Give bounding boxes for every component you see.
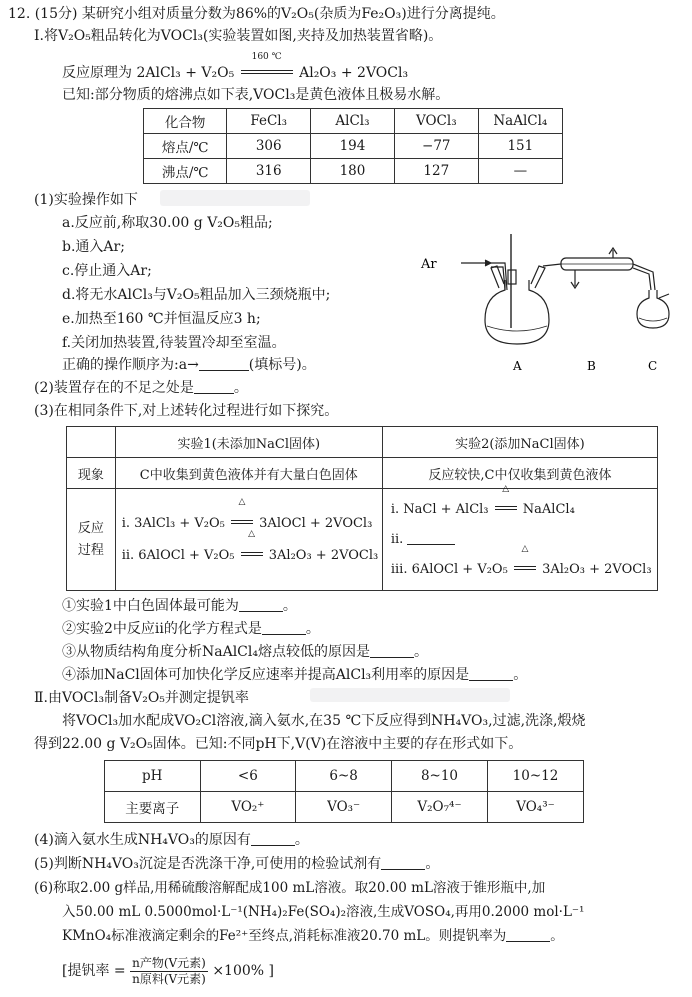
process-label-1: 反应 bbox=[77, 520, 104, 536]
q4 bbox=[34, 831, 309, 849]
q1-step-a: a.反应前,称取30.00 g V₂O₅粗品; bbox=[62, 215, 273, 231]
period: 。 bbox=[513, 667, 528, 683]
q3-sub-text: ④添加NaCl固体可加快化学反应速率并提高AlCl₃利用率的原因是 bbox=[62, 667, 470, 683]
heat-arrow bbox=[493, 483, 519, 525]
answer-blank[interactable] bbox=[262, 622, 306, 635]
eq-right: 3AlOCl + 2VOCl₃ bbox=[259, 515, 373, 531]
principle-condition: 160 ℃ bbox=[251, 52, 282, 62]
part2-para-2: 得到22.00 g V₂O₅固体。已知:不同pH下,V(Ⅴ)在溶液中主要的存在形式如下。 bbox=[34, 736, 523, 752]
q4-text: (4)滴入氨水生成NH₄VO₃的原因有 bbox=[34, 832, 251, 848]
q3-sub-text: ②实验2中反应ii的化学方程式是 bbox=[62, 621, 262, 637]
q1-title: (1)实验操作如下 bbox=[34, 192, 138, 208]
ion-row bbox=[105, 792, 584, 823]
eq-ii-label: ii. bbox=[390, 531, 404, 547]
mp-table-row bbox=[144, 134, 563, 159]
part2-title: Ⅱ.由VOCl₃制备V₂O₅并测定提钒率 bbox=[34, 690, 249, 706]
q6-line-3 bbox=[62, 927, 564, 945]
exp1-eq-ii bbox=[121, 528, 382, 572]
eq-right: NaAlCl₄ bbox=[522, 501, 575, 517]
question-number: 12. bbox=[8, 6, 31, 22]
delta-mark: △ bbox=[248, 528, 256, 539]
known-info: 已知:部分物质的熔沸点如下表,VOCl₃是黄色液体且极易水解。 bbox=[62, 87, 450, 103]
q3-sub-text: ③从物质结构角度分析NaAlCl₄熔点较低的原因是 bbox=[62, 644, 370, 660]
exp2-phenomenon: 反应较快,C中仅收集到黄色液体 bbox=[382, 458, 657, 489]
exp-phenomenon-row bbox=[67, 458, 658, 489]
ph-row bbox=[105, 761, 584, 792]
ion-cell: V₂O₇⁴⁻ bbox=[392, 792, 488, 823]
process-label-2: 过程 bbox=[77, 542, 104, 558]
vanadium-rate-formula bbox=[62, 955, 274, 987]
exp-header-row bbox=[67, 427, 658, 458]
mp-header-cell: 化合物 bbox=[144, 109, 227, 134]
mp-table-header bbox=[144, 109, 563, 134]
q1-order bbox=[62, 356, 316, 374]
delta-mark: △ bbox=[238, 496, 246, 507]
eq-left: i. 3AlCl₃ + V₂O₅ bbox=[121, 515, 225, 531]
ph-range: 10~12 bbox=[487, 761, 583, 792]
answer-blank[interactable] bbox=[506, 929, 550, 942]
ar-label: Ar bbox=[421, 257, 437, 272]
mp-header-cell: AlCl₃ bbox=[311, 109, 395, 134]
q1-step-f: f.关闭加热装置,待装置冷却至室温。 bbox=[62, 335, 286, 351]
q3-sub-2 bbox=[62, 620, 320, 638]
answer-blank[interactable] bbox=[381, 857, 425, 870]
condition-arrow bbox=[239, 52, 295, 82]
eq-right: 3Al₂O₃ + 2VOCl₃ bbox=[542, 561, 652, 577]
answer-blank[interactable] bbox=[469, 668, 513, 681]
ph-range: 8~10 bbox=[392, 761, 488, 792]
q6-line-2: 入50.00 mL 0.5000mol·L⁻¹(NH₄)₂Fe(SO₄)₂溶液,生成VOSO₄,再用0.2000 mol·L⁻¹ bbox=[62, 904, 585, 920]
q6-line-1: (6)称取2.00 g样品,用稀硫酸溶解配成100 mL溶液。取20.00 mL溶液于锥形瓶中,加 bbox=[34, 880, 546, 896]
period: 。 bbox=[282, 598, 297, 614]
exp2-eq-i bbox=[390, 483, 657, 525]
delta-mark: △ bbox=[502, 483, 510, 494]
answer-blank[interactable] bbox=[407, 532, 455, 545]
exp2-eq-iii bbox=[390, 543, 657, 585]
reaction-principle bbox=[62, 52, 409, 82]
answer-blank[interactable] bbox=[194, 381, 234, 394]
eq-left: ii. 6AlOCl + V₂O₅ bbox=[121, 547, 235, 563]
exp1-process bbox=[115, 489, 382, 591]
mp-cell: 沸点/℃ bbox=[144, 159, 227, 184]
ph-header: pH bbox=[105, 761, 201, 792]
mp-header-cell: NaAlCl₄ bbox=[478, 109, 562, 134]
process-label bbox=[67, 489, 116, 591]
answer-blank[interactable] bbox=[251, 833, 295, 846]
mp-cell: — bbox=[478, 159, 562, 184]
mp-cell: 306 bbox=[227, 134, 311, 159]
formula-numerator: n产物(V元素) bbox=[132, 955, 206, 970]
answer-blank[interactable] bbox=[370, 645, 414, 658]
exp-corner-cell bbox=[67, 427, 116, 458]
q3-sub-text: ①实验1中白色固体最可能为 bbox=[62, 598, 239, 614]
delta-mark: △ bbox=[521, 543, 529, 554]
question-header bbox=[8, 5, 505, 23]
label-c: C bbox=[648, 359, 658, 373]
eq-right: 3Al₂O₃ + 2VOCl₃ bbox=[268, 547, 379, 563]
mp-table-row bbox=[144, 159, 563, 184]
period: 。 bbox=[294, 832, 309, 848]
period: 。 bbox=[550, 928, 564, 944]
q3-sub-3 bbox=[62, 643, 428, 661]
mp-cell: 316 bbox=[227, 159, 311, 184]
mp-header-cell: FeCl₃ bbox=[227, 109, 311, 134]
experiment-table bbox=[66, 426, 658, 591]
exp2-header: 实验2(添加NaCl固体) bbox=[382, 427, 657, 458]
melting-boiling-table bbox=[143, 108, 563, 184]
mp-cell: 194 bbox=[311, 134, 395, 159]
heat-arrow bbox=[239, 528, 265, 572]
formula-denominator: n原料(V元素) bbox=[132, 971, 206, 986]
ph-range: 6~8 bbox=[296, 761, 392, 792]
ion-cell: VO₃⁻ bbox=[296, 792, 392, 823]
ion-header: 主要离子 bbox=[105, 792, 201, 823]
q1-order-suffix: (填标号)。 bbox=[248, 357, 316, 373]
mp-cell: 熔点/℃ bbox=[144, 134, 227, 159]
q2-suffix: 。 bbox=[233, 380, 248, 396]
phenomenon-label: 现象 bbox=[67, 458, 116, 489]
period: 。 bbox=[425, 856, 440, 872]
apparatus-diagram bbox=[415, 228, 680, 378]
part1-title: Ⅰ.将V₂O₅粗品转化为VOCl₃(实验装置如图,夹持及加热装置省略)。 bbox=[34, 28, 443, 44]
mp-header-cell: VOCl₃ bbox=[394, 109, 478, 134]
mp-cell: 180 bbox=[311, 159, 395, 184]
ion-cell: VO₂⁺ bbox=[200, 792, 296, 823]
answer-blank[interactable] bbox=[199, 358, 249, 371]
period: 。 bbox=[305, 621, 320, 637]
q3-sub-4 bbox=[62, 666, 527, 684]
q1-step-c: c.停止通入Ar; bbox=[62, 263, 152, 279]
formula-fraction bbox=[130, 956, 208, 987]
mp-cell: 127 bbox=[394, 159, 478, 184]
principle-prefix: 反应原理为 bbox=[62, 65, 132, 81]
exp1-header: 实验1(未添加NaCl固体) bbox=[115, 427, 382, 458]
exp-process-row bbox=[67, 489, 658, 591]
q3-sub-1 bbox=[62, 597, 297, 615]
formula-suffix: ×100% ] bbox=[212, 963, 274, 979]
period: 。 bbox=[414, 644, 428, 660]
q2 bbox=[34, 379, 248, 397]
q3-title: (3)在相同条件下,对上述转化过程进行如下探究。 bbox=[34, 403, 339, 419]
label-b: B bbox=[587, 359, 596, 373]
heat-arrow bbox=[512, 543, 538, 585]
exp1-phenomenon: C中收集到黄色液体并有大量白色固体 bbox=[115, 458, 382, 489]
q1-step-d: d.将无水AlCl₃与V₂O₅粗品加入三颈烧瓶中; bbox=[62, 287, 331, 303]
principle-left: 2AlCl₃ + V₂O₅ bbox=[136, 65, 235, 81]
ph-table bbox=[104, 760, 584, 823]
q1-step-b: b.通入Ar; bbox=[62, 239, 125, 255]
q5 bbox=[34, 855, 439, 873]
part2-para-1: 将VOCl₃加水配成VO₂Cl溶液,滴入氨水,在35 ℃下反应得到NH₄VO₃,过滤,洗涤,煅烧 bbox=[62, 713, 586, 729]
mp-cell: −77 bbox=[394, 134, 478, 159]
q2-text: (2)装置存在的不足之处是 bbox=[34, 380, 194, 396]
q5-text: (5)判断NH₄VO₃沉淀是否洗涤干净,可使用的检验试剂有 bbox=[34, 856, 382, 872]
ion-cell: VO₄³⁻ bbox=[487, 792, 583, 823]
formula-prefix: [提钒率 = bbox=[62, 963, 126, 979]
eq-left: iii. 6AlOCl + V₂O₅ bbox=[390, 561, 508, 577]
q1-order-text: 正确的操作顺序为:a→ bbox=[62, 357, 199, 373]
exp2-process bbox=[382, 483, 657, 591]
label-a: A bbox=[513, 359, 522, 373]
ph-range: <6 bbox=[200, 761, 296, 792]
q6-text: KMnO₄标准液滴定剩余的Fe²⁺至终点,消耗标准液20.70 mL。则提钒率为 bbox=[62, 928, 507, 944]
eq-left: i. NaCl + AlCl₃ bbox=[390, 501, 489, 517]
question-intro: 某研究小组对质量分数为86%的V₂O₅(杂质为Fe₂O₃)进行分离提纯。 bbox=[81, 6, 505, 22]
question-score: (15分) bbox=[34, 6, 78, 22]
principle-right: Al₂O₃ + 2VOCl₃ bbox=[299, 65, 409, 81]
mp-cell: 151 bbox=[478, 134, 562, 159]
flask-a-icon bbox=[485, 280, 549, 344]
q1-step-e: e.加热至160 ℃并恒温反应3 h; bbox=[62, 311, 261, 327]
answer-blank[interactable] bbox=[239, 599, 283, 612]
